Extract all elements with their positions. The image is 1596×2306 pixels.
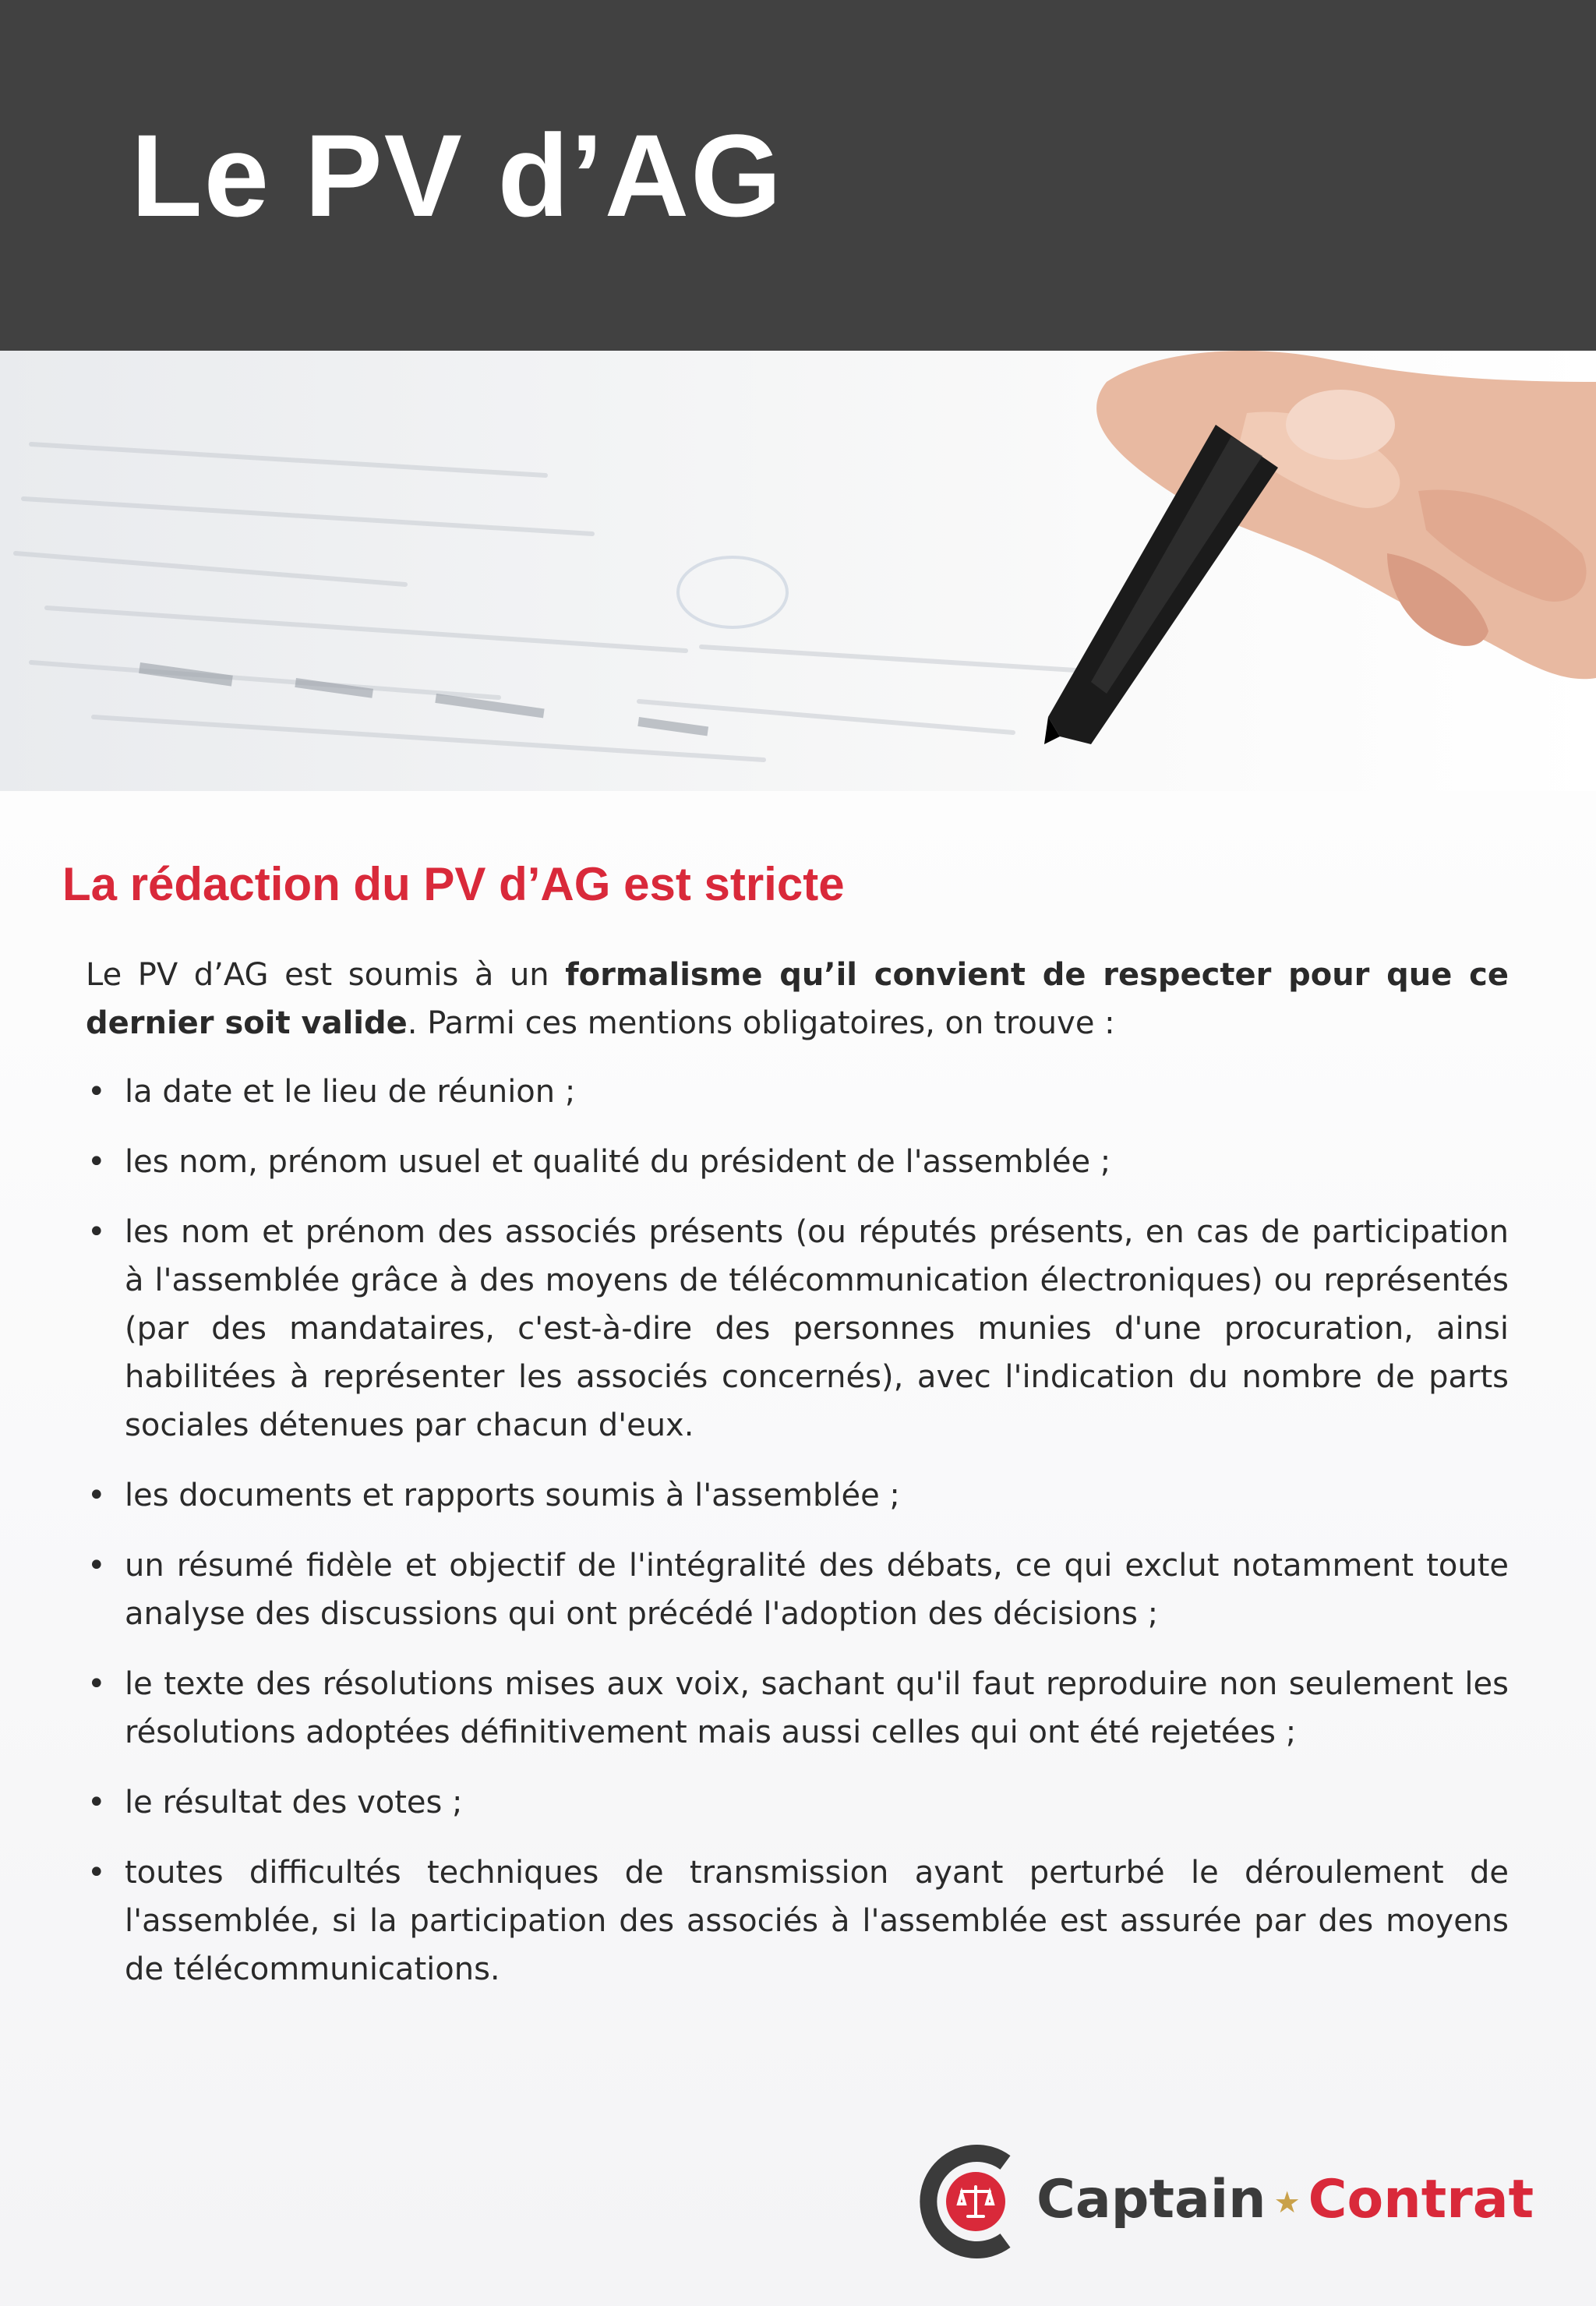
list-item-text: les documents et rapports soumis à l'assemblée ; [125,1478,900,1513]
list-item-text: le texte des résolutions mises aux voix, sachant qu'il faut reproduire non seulement les résolutions adoptées définitivement mais aussi celles qui ont été rejetées ; [125,1666,1509,1750]
header-banner [0,0,1596,351]
bullet-icon: • [87,1144,106,1180]
list-item [86,1849,1509,1993]
list-item [86,1471,1509,1520]
list-item-text: toutes difficultés techniques de transmission ayant perturbé le déroulement de l'assemblée, si la participation des associés à l'assemblée est assurée par des moyens de télécommunications. [125,1855,1509,1987]
logo-word-contrat: Contrat [1308,2169,1534,2230]
list-item [86,1138,1509,1186]
bullet-icon: • [87,1214,106,1250]
page-title: Le PV d’AG [131,110,783,241]
list-item-text: les nom et prénom des associés présents (ou réputés présents, en cas de participation à l'assemblée grâce à des moyens de télécommunication électroniques) ou représentés (par des mandataires, c'est-à-dire des personnes munies d'une procuration, ainsi habilitées à représenter les associés concernés), avec l'indication du nombre de parts sociales détenues par chacun d'eux. [125,1214,1509,1443]
list-item-text: le résultat des votes ; [125,1785,463,1820]
intro-paragraph [86,951,1509,1047]
bullet-icon: • [87,1855,106,1891]
list-item [86,1208,1509,1450]
list-item [86,1541,1509,1638]
list-item [86,1068,1509,1116]
section-title: La rédaction du PV d’AG est stricte [62,858,845,910]
list-item [86,1778,1509,1827]
bullet-icon: • [87,1666,106,1702]
logo-wordmark [1036,2165,1534,2237]
list-item-text: un résumé fidèle et objectif de l'intégralité des débats, ce qui exclut notamment toute analyse des discussions qui ont précédé l'adoption des décisions ; [125,1548,1509,1632]
hand-writing-with-pen-on-document-image [0,351,1596,791]
mandatory-mentions-list [86,1068,1509,1993]
intro-text-start: Le PV d’AG est soumis à un [86,957,566,993]
document-signing-photo [0,351,1596,791]
bullet-icon: • [87,1785,106,1820]
list-item [86,1660,1509,1757]
star-icon: ★ [1273,2185,1301,2220]
section-body [86,951,1509,2015]
bullet-icon: • [87,1478,106,1513]
logo-c-mark [904,2135,1036,2268]
intro-text-end: . Parmi ces mentions obligatoires, on trouve : [407,1005,1115,1041]
list-item-text: la date et le lieu de réunion ; [125,1074,576,1110]
logo-word-captain: Captain [1036,2169,1266,2230]
bullet-icon: • [87,1548,106,1584]
intro-text-bold: formalisme qu’il convient de respecter pour que ce dernier soit valide [86,957,1509,1041]
captain-contrat-logo [904,2135,1543,2268]
list-item-text: les nom, prénom usuel et qualité du président de l'assemblée ; [125,1144,1111,1180]
bullet-icon: • [87,1074,106,1110]
